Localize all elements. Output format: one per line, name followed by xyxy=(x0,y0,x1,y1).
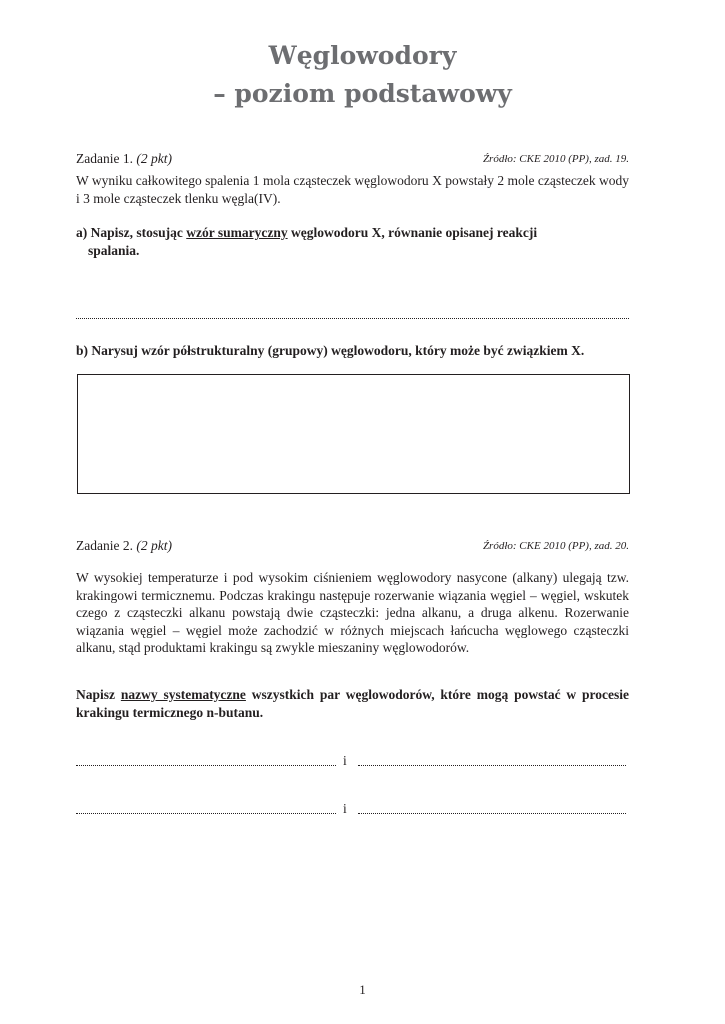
task1-source: Źródło: CKE 2010 (PP), zad. 19. xyxy=(482,153,629,165)
pair-connector: i xyxy=(343,753,347,768)
task1-intro: W wyniku całkowitego spalenia 1 mola cząsteczek węglowodoru X powstały 2 mole cząsteczek wody i 3 mole cząsteczek tlenku węgla(IV). xyxy=(76,173,629,206)
task1-question-a: a) Napisz, stosując wzór sumaryczny węglowodoru X, równanie opisanej reakcji spalania. xyxy=(76,225,538,258)
answer-line-a[interactable] xyxy=(76,310,629,319)
answer-pair-1 xyxy=(76,753,629,771)
task2-source: Źródło: CKE 2010 (PP), zad. 20. xyxy=(482,540,629,552)
answer-pair-2-right[interactable] xyxy=(358,805,626,814)
page-title-line1: Węglowodory xyxy=(268,41,457,70)
answer-pair-1-right[interactable] xyxy=(358,757,626,766)
task1-question-b: b) Narysuj wzór półstrukturalny (grupowy) węglowodoru, który może być związkiem X. xyxy=(76,343,585,358)
pair-connector: i xyxy=(343,801,347,816)
task2-emphasis: nazwy systematyczne xyxy=(120,687,246,702)
task2-points: (2 pkt) xyxy=(136,538,172,553)
task2-instruction: Napisz nazwy systematyczne wszystkich par węglowodorów, które mogą powstać w procesie krakingu termicznego n-butanu. xyxy=(76,687,629,720)
task1-label: Zadanie 1. (2 pkt) xyxy=(76,151,172,166)
task2-intro: W wysokiej temperaturze i pod wysokim ciśnieniem węglowodory nasycone (alkany) ulegają tzw. krakingowi termicznemu. Podczas krakingu następuje rozerwanie wiązania węgiel – węgiel, wskutek czego z cząsteczki alkanu powstają dwie cząsteczki: jedna alkanu, a druga alkenu. Rozerwanie wiązania węgiel – węgiel może zachodzić w różnych miejscach łańcucha węglowego cząsteczki alkanu, stąd produktami krakingu są zwykle mieszaniny węglowodorów. xyxy=(76,570,629,655)
page-number: 1 xyxy=(359,982,366,997)
answer-pair-1-left[interactable] xyxy=(76,757,336,766)
task2-label: Zadanie 2. (2 pkt) xyxy=(76,538,172,553)
page-title-line2: – poziom podstawowy xyxy=(213,79,512,108)
answer-pair-2 xyxy=(76,801,629,819)
answer-pair-2-left[interactable] xyxy=(76,805,336,814)
drawing-answer-box[interactable] xyxy=(77,374,630,494)
task1-a-emphasis: wzór sumaryczny xyxy=(186,225,288,240)
task1-points: (2 pkt) xyxy=(136,151,172,166)
